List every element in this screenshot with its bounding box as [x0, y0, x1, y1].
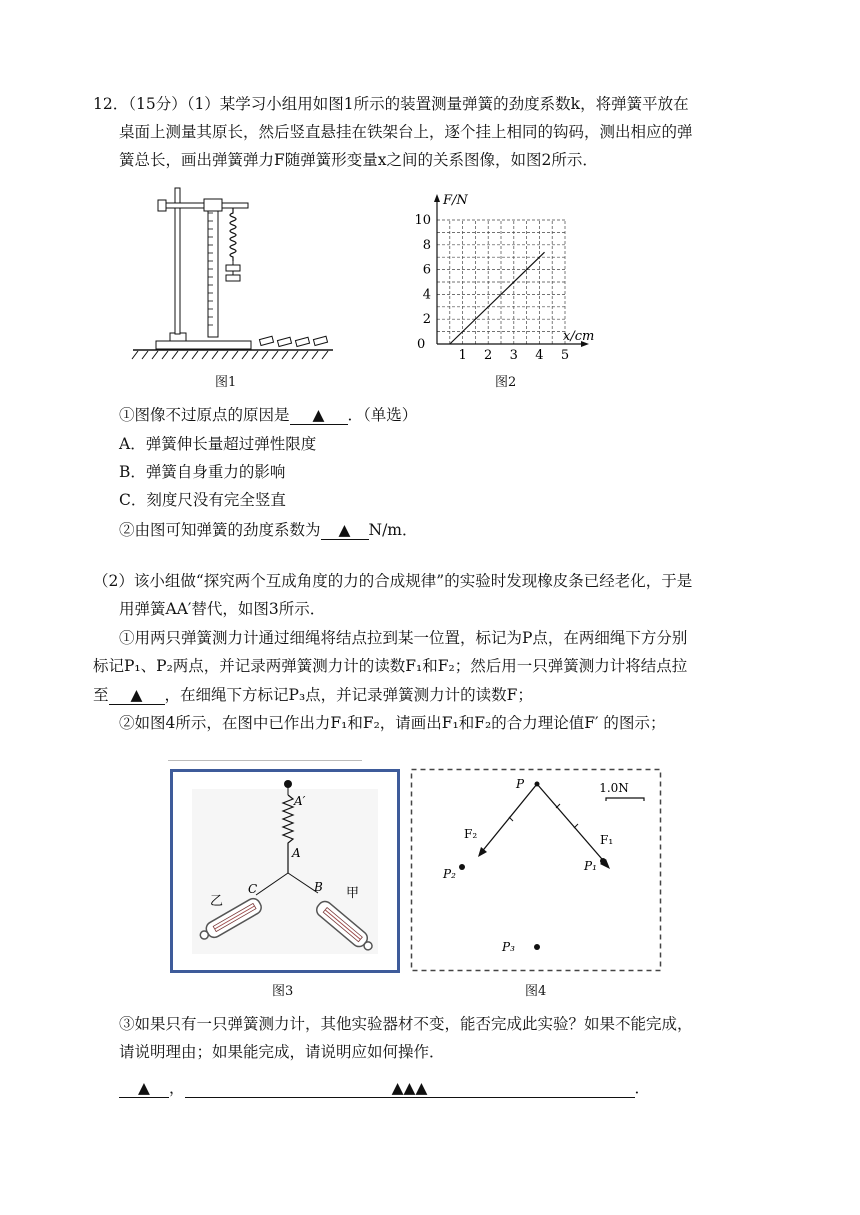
part2-intro-1: （2）该小组做“探究两个互成角度的力的合成规律”的实验时发现橡皮条已经老化，于是 — [93, 572, 693, 590]
y-tick-label: 2 — [422, 312, 431, 328]
y-axis-label: F/N — [443, 193, 468, 208]
y-tick-label: 8 — [422, 237, 431, 253]
data-line — [450, 252, 545, 344]
figure-1-caption: 图1 — [215, 375, 237, 390]
x-tick-label: 2 — [484, 348, 493, 363]
scale-label: 1.0N — [599, 781, 629, 795]
part2-step2-line: ②如图4所示，在图中已作出力F₁和F₂，请画出F₁和F₂的合力理论值F′ 的图示； — [119, 714, 666, 732]
label-f1: F₁ — [600, 833, 614, 847]
label-a-prime: A′ — [294, 794, 306, 808]
y-tick-label: 6 — [422, 262, 431, 278]
x-tick-label: 1 — [458, 348, 467, 363]
part2-intro-2: 用弹簧AA′替代，如图3所示． — [119, 600, 326, 618]
y-tick-label: 10 — [414, 213, 431, 228]
figure-4-force-diagram — [410, 768, 662, 973]
figure-4-caption: 图4 — [525, 984, 547, 999]
label-a: A — [292, 846, 301, 860]
part3-answer-blank-1[interactable]: ▲ — [119, 1079, 169, 1098]
figure-3-spring-setup — [170, 769, 400, 973]
y-axis-arrow — [434, 194, 440, 202]
part2-step1-line2: 标记P₁、P₂两点，并记录两弹簧测力计的读数F₁和F₂；然后用一只弹簧测力计将结点拉 — [93, 657, 688, 675]
label-p2: P₂ — [443, 867, 456, 881]
part2-step1-line1: ①用两只弹簧测力计通过细绳将结点拉到某一位置，标记为P点，在两细绳下方分别 — [119, 629, 688, 647]
y-tick-label: 4 — [422, 287, 431, 303]
option-c: C．刻度尺没有完全竖直 — [119, 491, 286, 509]
figure-2-caption: 图2 — [495, 375, 517, 390]
q2-text: ②由图可知弹簧的劲度系数为 ▲ N/m． — [119, 521, 418, 539]
part3-answer-line: ▲ ， ▲▲▲ ． — [119, 1077, 650, 1099]
step1-answer-blank[interactable]: ▲ — [109, 686, 165, 705]
label-yi: 乙 — [210, 894, 224, 909]
x-tick-label: 5 — [560, 348, 570, 363]
figure-3-caption: 图3 — [272, 984, 294, 999]
part2-step1-line3: 至 ▲ ，在细绳下方标记P₃点，并记录弹簧测力计的读数F； — [93, 686, 533, 704]
q1-text: ①图像不过原点的原因是 ▲ ．（单选） — [119, 406, 418, 424]
figure-2-graph — [405, 188, 605, 363]
option-b: B．弹簧自身重力的影响 — [119, 463, 286, 481]
question-line-2: 桌面上测量其原长，然后竖直悬挂在铁架台上，逐个挂上相同的钩码，测出相应的弹 — [119, 123, 693, 141]
part3-line-1: ③如果只有一只弹簧测力计，其他实验器材不变，能否完成此实验？如果不能完成， — [119, 1015, 693, 1033]
label-c: C — [248, 882, 258, 896]
x-tick-label: 4 — [535, 348, 544, 363]
option-a: A．弹簧伸长量超过弹性限度 — [119, 435, 317, 453]
label-p: P — [516, 777, 525, 791]
part3-line-2: 请说明理由；如果能完成，请说明应如何操作． — [119, 1043, 445, 1061]
label-b: B — [314, 880, 323, 894]
figure-1-spring-apparatus — [128, 183, 338, 363]
question-line-3: 簧总长，画出弹簧弹力F随弹簧形变量x之间的关系图像，如图2所示． — [119, 151, 598, 169]
q2-answer-blank[interactable]: ▲ — [321, 521, 369, 540]
question-header: 12．（15分）（1）某学习小组用如图1所示的装置测量弹簧的劲度系数k，将弹簧平放在 — [93, 95, 689, 113]
label-p3: P₃ — [502, 940, 515, 954]
x-tick-label: 3 — [509, 348, 518, 363]
label-f2: F₂ — [464, 827, 478, 841]
part3-answer-blank-2[interactable]: ▲▲▲ — [185, 1079, 635, 1098]
label-p1: P₁ — [584, 859, 597, 873]
q1-answer-blank[interactable]: ▲ — [290, 406, 348, 425]
label-jia: 甲 — [346, 886, 360, 901]
x-axis-label: x/cm — [563, 329, 595, 344]
figure-3-top-rule — [168, 760, 362, 761]
origin-label: 0 — [417, 337, 426, 352]
